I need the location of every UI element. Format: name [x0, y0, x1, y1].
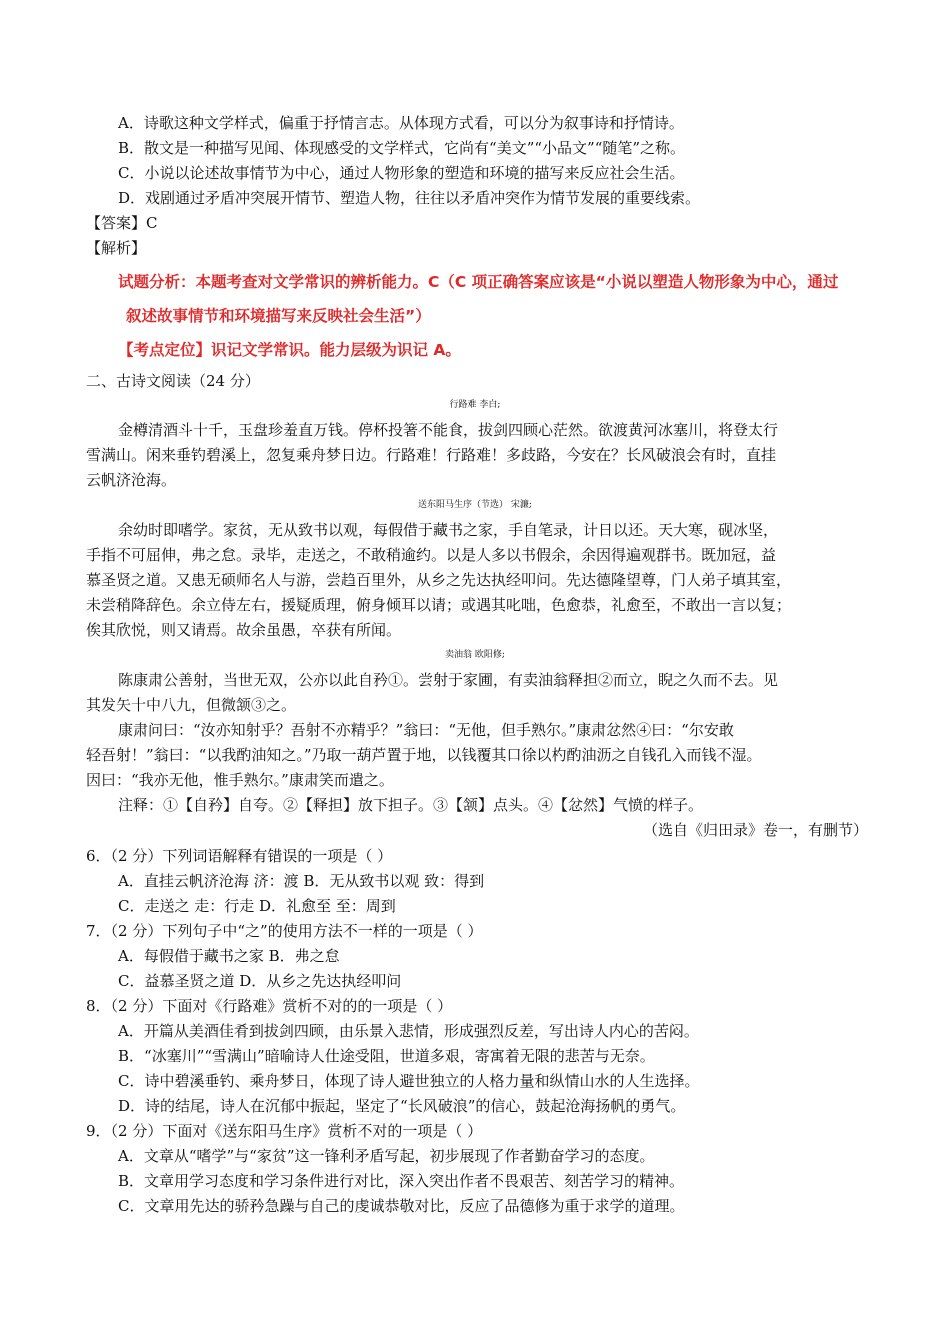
prose2-line-3: 康肃问曰：“汝亦知射乎？吾射不亦精乎？”翁曰：“无他，但手熟尔。”康肃忿然④曰：“尔安敢: [118, 721, 734, 739]
q5-analysis-line-2: 叙述故事情节和环境描写来反映社会生活”）: [126, 307, 431, 325]
q5-analysis-line-1: 试题分析：本题考查对文学常识的辨析能力。C（C 项正确答案应该是“小说以塑造人物形象为中心，通过: [118, 273, 839, 291]
q8-option-c: C．诗中碧溪垂钓、乘舟梦日，体现了诗人避世独立的人格力量和纵情山水的人生选择。: [118, 1072, 700, 1090]
prose1-line-2: 手指不可屈伸，弗之怠。录毕，走送之，不敢稍逾约。以是人多以书假余，余因得遍观群书。既加冠，益: [86, 546, 777, 564]
prose2-title: 卖油翁 欧阳修;: [445, 650, 505, 660]
prose2-line-4: 轻吾射！”翁曰：“以我酌油知之。”乃取一葫芦置于地，以钱覆其口徐以杓酌油沥之自钱孔入而钱不湿。: [86, 746, 762, 764]
q5-answer: 【答案】C: [86, 214, 158, 232]
poem-title: 行路难 李白;: [449, 400, 501, 410]
prose1-line-5: 俟其欣悦，则又请焉。故余虽愚，卒获有所闻。: [86, 621, 402, 639]
q6-stem: 6．（2 分）下列词语解释有错误的一项是（ ）: [86, 847, 393, 865]
prose2-line-2: 其发矢十中八九，但微颔③之。: [86, 696, 297, 714]
q5-knowledge-point: 【考点定位】识记文学常识。能力层级为识记 A。: [118, 341, 461, 359]
q5-option-c: C．小说以论述故事情节为中心，通过人物形象的塑造和环境的描写来反应社会生活。: [118, 164, 685, 182]
q5-analysis-label: 【解析】: [86, 239, 147, 257]
q6-options-line-2: C．走送之 走：行走 D．礼愈至 至：周到: [118, 897, 396, 915]
q5-option-b: B．散文是一种描写见闻、体现感受的文学样式，它尚有“美文”“小品文”“随笔”之称。: [118, 139, 686, 157]
prose2-line-1: 陈康肃公善射，当世无双，公亦以此自矜①。尝射于家圃，有卖油翁释担②而立，睨之久而不去。见: [118, 671, 779, 689]
q8-stem: 8．（2 分）下面对《行路难》赏析不对的的一项是（ ）: [86, 997, 453, 1015]
q8-option-a: A．开篇从美酒佳肴到拔剑四顾，由乐景入悲情，形成强烈反差，写出诗人内心的苦闷。: [118, 1022, 699, 1040]
q7-options-line-2: C．益慕圣贤之道 D．从乡之先达执经叩问: [118, 972, 402, 990]
q5-option-d: D．戏剧通过矛盾冲突展开情节、塑造人物，往往以矛盾冲突作为情节发展的重要线索。: [118, 189, 701, 207]
q7-options-line-1: A．每假借于藏书之家 B．弗之怠: [118, 947, 340, 965]
prose1-line-1: 余幼时即嗜学。家贫，无从致书以观，每假借于藏书之家，手自笔录，计日以还。天大寒，砚冰坚，: [118, 521, 779, 539]
prose1-title: 送东阳马生序（节选） 宋濂;: [418, 500, 532, 510]
poem-line-3: 云帆济沧海。: [86, 471, 177, 489]
q5-option-a: A．诗歌这种文学样式，偏重于抒情言志。从体现方式看，可以分为叙事诗和抒情诗。: [118, 114, 684, 132]
prose2-source: （选自《归田录》卷一，有删节）: [642, 821, 868, 839]
prose1-line-3: 慕圣贤之道。又患无硕师名人与游，尝趋百里外，从乡之先达执经叩问。先达德隆望尊，门人弟子填其室，: [86, 571, 792, 589]
section-title: 二、古诗文阅读（24 分）: [86, 372, 260, 390]
prose2-line-5: 因曰：“我亦无他，惟手熟尔。”康肃笑而遣之。: [86, 771, 394, 789]
q9-stem: 9．（2 分）下面对《送东阳马生序》赏析不对的一项是（ ）: [86, 1122, 483, 1140]
q8-option-d: D．诗的结尾，诗人在沉郁中振起，坚定了“长风破浪”的信心，鼓起沧海扬帆的勇气。: [118, 1097, 686, 1115]
q8-option-b: B．“冰塞川”“雪满山”暗喻诗人仕途受阻，世道多艰，寄寓着无限的悲苦与无奈。: [118, 1047, 655, 1065]
prose1-line-4: 未尝稍降辞色。余立侍左右，援疑质理，俯身倾耳以请；或遇其叱咄，色愈恭，礼愈至，不敢出一言以复；: [86, 596, 792, 614]
q6-options-line-1: A．直挂云帆济沧海 济：渡 B．无从致书以观 致：得到: [118, 872, 485, 890]
q9-option-a: A．文章从“嗜学”与“家贫”这一锋利矛盾写起，初步展现了作者勤奋学习的态度。: [118, 1147, 655, 1165]
prose2-notes: 注释：①【自矜】自夸。②【释担】放下担子。③【颔】点头。④【忿然】气愤的样子。: [118, 796, 704, 814]
q7-stem: 7．（2 分）下列句子中“之”的使用方法不一样的一项是（ ）: [86, 922, 483, 940]
poem-line-1: 金樽清酒斗十千，玉盘珍羞直万钱。停杯投箸不能食，拔剑四顾心茫然。欲渡黄河冰塞川，将登太行: [118, 421, 779, 439]
q9-option-c: C．文章用先达的骄矜急躁与自己的虔诚恭敬对比，反应了品德修为重于求学的道理。: [118, 1197, 685, 1215]
q9-option-b: B．文章用学习态度和学习条件进行对比，深入突出作者不畏艰苦、刻苦学习的精神。: [118, 1172, 685, 1190]
poem-line-2: 雪满山。闲来垂钓碧溪上，忽复乘舟梦日边。行路难！行路难！多歧路，今安在？长风破浪会有时，直挂: [86, 446, 777, 464]
